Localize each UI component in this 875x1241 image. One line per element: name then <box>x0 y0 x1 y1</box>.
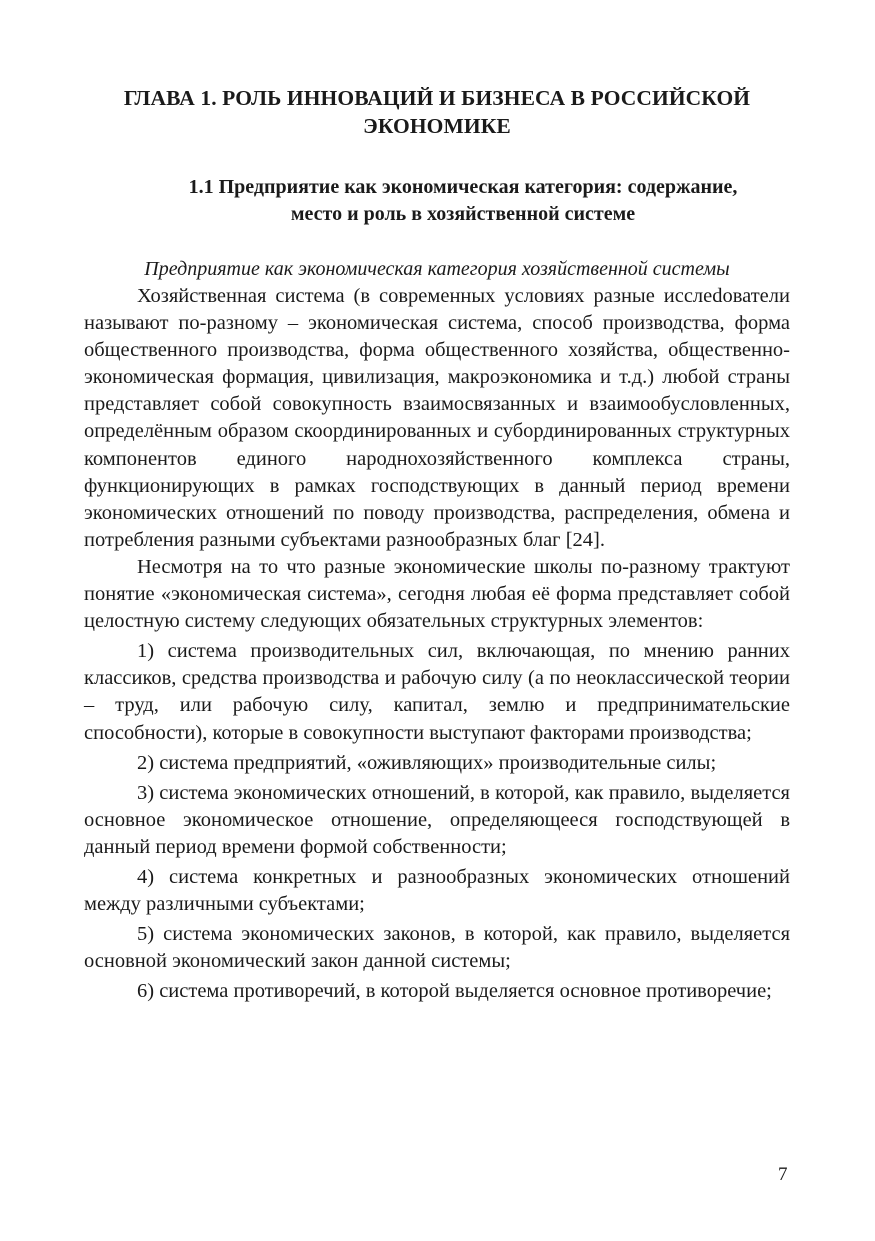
section-title-line-2: место и роль в хозяйственной системе <box>290 203 636 225</box>
list-item-4: 4) система конкретных и разнообразных экономических отношений между различными субъектами; <box>84 865 790 916</box>
document-page <box>84 84 790 1005</box>
paragraph-2: Несмотря на то что разные экономические школы по-разному трактуют понятие «экономическая система», сегодня любая её форма представляет собой целостную систему следующих обязательных структурных элементов: <box>84 555 790 633</box>
body-text <box>84 283 790 1005</box>
list-item-5: 5) система экономических законов, в которой, как правило, выделяется основной экономический закон данной системы; <box>84 923 790 973</box>
list-item-3: 3) система экономических отношений, в которой, как правило, выделяется основное экономическое отношение, определяющееся господствующей в данный период времени формой собственности; <box>84 781 790 858</box>
chapter-title <box>84 84 790 140</box>
list-item-6: 6) система противоречий, в которой выделяется основное противоречие; <box>137 980 772 1003</box>
list-item-1: 1) система производительных сил, включающая, по мнению ранних классиков, средства производства и рабочую силу (а по неоклассической теории – труд, или рабочую силу, капитал, землю и предпринимательские способности), которые в совокупности выступают факторами производства; <box>84 640 790 744</box>
section-title <box>84 174 790 228</box>
subheading: Предприятие как экономическая категория хозяйственной системы <box>144 258 730 280</box>
chapter-title-line-1: ГЛАВА 1. РОЛЬ ИННОВАЦИЙ И БИЗНЕСА В РОССИЙСКОЙ <box>123 86 751 110</box>
list-item-2: 2) система предприятий, «оживляющих» производительные силы; <box>137 751 717 774</box>
section-title-line-1: 1.1 Предприятие как экономическая категория: содержание, <box>188 176 738 198</box>
chapter-title-line-2: ЭКОНОМИКЕ <box>363 114 511 138</box>
paragraph-1: Хозяйственная система (в современных условиях разные исслеdователи называют по-разному – экономическая система, способ производства, форма общественного производства, форма общественного хозяйства, общественно-экономическая формация, цивилизация, макроэкономика и т.д.) любой страны представляет собой совокупность взаимосвязанных и взаимообусловленных, определённым образом скоординированных и субординированных структурных компонентов единого народнохозяйственного комплекса страны, функционирующих в рамках господствующих в данный период времени экономических отношений по поводу производства, распределения, обмена и потребления разными субъектами разнообразных благ [24]. <box>84 285 790 551</box>
page-number: 7 <box>778 1164 788 1185</box>
